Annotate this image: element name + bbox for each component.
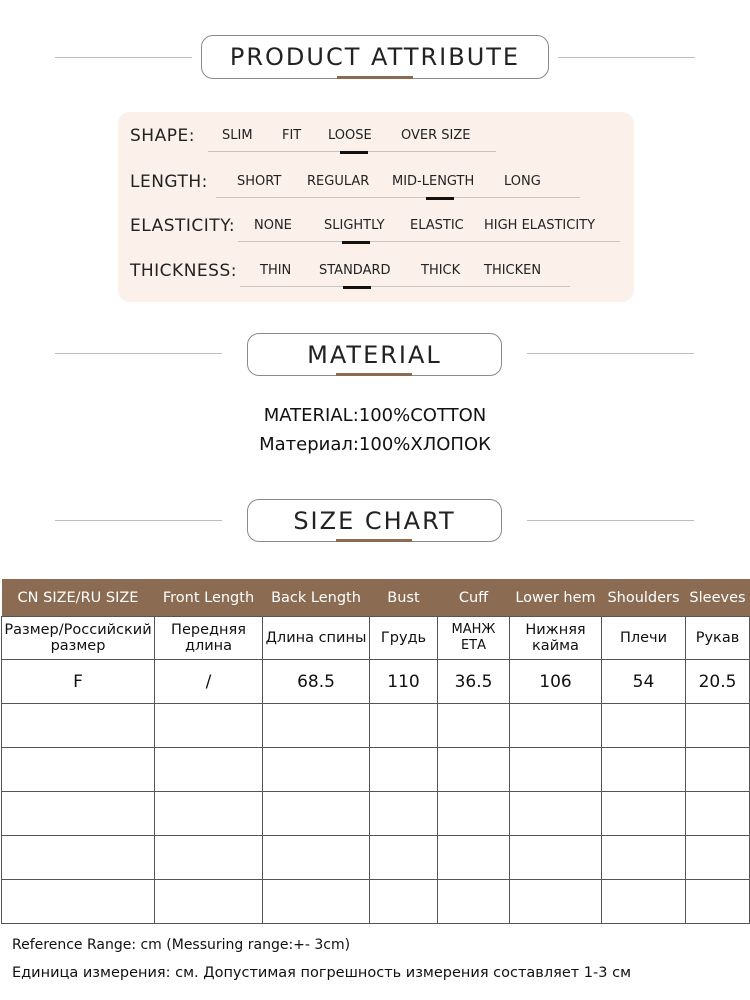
table-row-empty: [2, 792, 750, 836]
selected-option-marker: [340, 151, 368, 154]
header-ru-front-length: Передняя длина: [155, 617, 263, 660]
table-row-empty: [2, 880, 750, 924]
size-chart-title-text: SIZE CHART: [293, 506, 456, 535]
material-en: MATERIAL:100%COTTON: [263, 405, 487, 426]
header-bust: Bust: [370, 579, 438, 617]
header-ru-shoulders: Плечи: [602, 617, 686, 660]
attribute-option: SHORT: [237, 174, 282, 189]
attribute-option: THICK: [421, 263, 461, 278]
attribute-option: ELASTIC: [410, 218, 464, 233]
material-divider-right: [527, 353, 694, 354]
attribute-row-elasticity: [118, 214, 634, 244]
attributes-panel: [118, 112, 634, 302]
size-divider-right: [527, 520, 694, 521]
header-ru-size: Размер/Российский размер: [2, 617, 155, 660]
attribute-option-selected: STANDARD: [319, 263, 391, 278]
attribute-label: LENGTH:: [130, 172, 208, 192]
table-row-empty: [2, 748, 750, 792]
cell-front-length: /: [155, 660, 263, 704]
header-ru-cuff: МАНЖ ЕТА: [438, 617, 510, 660]
material-title-underline: [336, 373, 412, 376]
attributes-section-title: [201, 35, 549, 79]
cell-size: F: [2, 660, 155, 704]
attribute-option: FIT: [282, 128, 302, 143]
attribute-option-selected: MID-LENGTH: [392, 174, 475, 189]
attribute-row-thickness: [118, 259, 634, 289]
attribute-option: SLIM: [222, 128, 253, 143]
table-header-row-ru: [2, 617, 750, 660]
header-shoulders: Shoulders: [602, 579, 686, 617]
material-divider-left: [55, 353, 222, 354]
header-ru-lower-hem: Нижняя кайма: [510, 617, 602, 660]
attribute-rule: [216, 197, 580, 198]
attributes-divider-left: [55, 57, 192, 58]
size-divider-left: [55, 520, 222, 521]
cell-bust: 110: [370, 660, 438, 704]
attributes-title-underline: [337, 76, 413, 79]
attribute-label: ELASTICITY:: [130, 216, 236, 236]
measurement-note-ru: Единица измерения: см. Допустимая погрешность измерения составляет 1-3 см: [12, 965, 632, 981]
attribute-rule: [240, 286, 570, 287]
header-ru-back-length: Длина спины: [263, 617, 370, 660]
attribute-label: SHAPE:: [130, 126, 195, 146]
cell-sleeves: 20.5: [686, 660, 750, 704]
cell-cuff: 36.5: [438, 660, 510, 704]
selected-option-marker: [342, 241, 370, 244]
cell-lower-hem: 106: [510, 660, 602, 704]
header-front-length: Front Length: [155, 579, 263, 617]
header-cuff: Cuff: [438, 579, 510, 617]
size-chart-title-underline: [336, 539, 412, 542]
header-cn-ru-size: CN SIZE/RU SIZE: [2, 579, 155, 617]
size-chart-table: [1, 579, 750, 924]
reference-range-note: Reference Range: cm (Messuring range:+- 3cm): [12, 937, 351, 953]
size-chart-section-title: [247, 499, 502, 542]
header-lower-hem: Lower hem: [510, 579, 602, 617]
table-header-row: [2, 579, 750, 617]
cell-back-length: 68.5: [263, 660, 370, 704]
attribute-label: THICKNESS:: [130, 261, 237, 281]
attribute-row-length: [118, 170, 634, 200]
attribute-option-selected: SLIGHTLY: [324, 218, 385, 233]
attribute-rule: [238, 241, 620, 242]
material-title-text: MATERIAL: [307, 340, 442, 369]
selected-option-marker: [426, 197, 454, 200]
header-ru-bust: Грудь: [370, 617, 438, 660]
attributes-divider-right: [558, 57, 695, 58]
material-section-title: [247, 333, 502, 376]
attribute-option: OVER SIZE: [401, 128, 471, 143]
header-sleeves: Sleeves: [686, 579, 750, 617]
table-row-empty: [2, 704, 750, 748]
attributes-title-text: PRODUCT ATTRIBUTE: [229, 43, 521, 71]
attribute-option: THIN: [260, 263, 292, 278]
table-row: [2, 660, 750, 704]
attribute-option: NONE: [254, 218, 292, 233]
header-back-length: Back Length: [263, 579, 370, 617]
selected-option-marker: [343, 286, 371, 289]
attribute-option-selected: LOOSE: [328, 128, 372, 143]
attribute-option: LONG: [504, 174, 541, 189]
table-row-empty: [2, 836, 750, 880]
cell-shoulders: 54: [602, 660, 686, 704]
header-ru-sleeves: Рукав: [686, 617, 750, 660]
attribute-option: HIGH ELASTICITY: [484, 218, 596, 233]
attribute-option: THICKEN: [484, 263, 542, 278]
material-ru: Материал:100%ХЛОПОК: [259, 434, 491, 455]
attribute-row-shape: [118, 124, 634, 154]
attribute-option: REGULAR: [307, 174, 370, 189]
